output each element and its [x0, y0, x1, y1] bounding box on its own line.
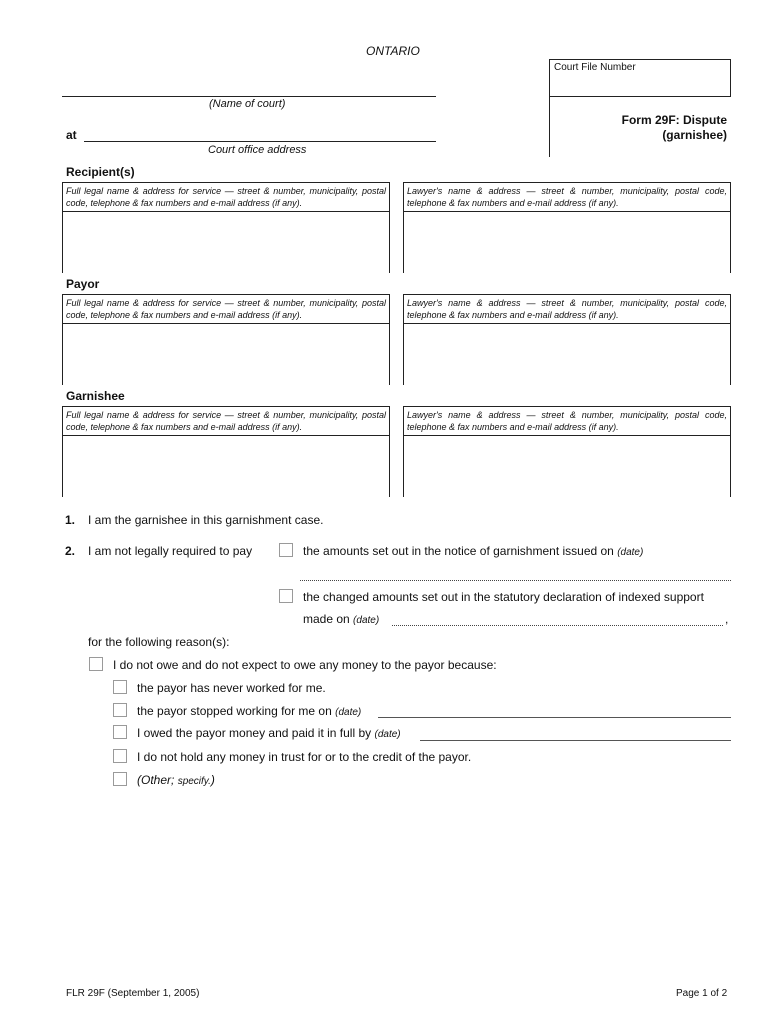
made-on-comma: , — [725, 612, 729, 626]
specify-label: specify. — [177, 776, 211, 787]
item2-text: I am not legally required to pay — [88, 544, 253, 558]
stopped-working-checkbox[interactable] — [113, 703, 127, 717]
item1-text: I am the garnishee in this garnishment case. — [88, 513, 324, 527]
paid-in-full-text — [137, 726, 401, 740]
notice-date-field[interactable] — [300, 580, 731, 581]
recipients-heading: Recipient(s) — [66, 165, 135, 179]
stopped-working-text — [137, 704, 361, 718]
reasons-intro: for the following reason(s): — [88, 635, 230, 649]
name-of-court-caption: (Name of court) — [209, 98, 286, 110]
notice-amounts-label: the amounts set out in the notice of garnishment issued on — [303, 544, 614, 558]
other-label: (Other; — [137, 773, 175, 787]
page-number: Page 1 of 2 — [676, 988, 728, 999]
recipient-party-caption: Full legal name & address for service — street & number, municipality, postal code, telephone & fax numbers and e-mail address (if any). — [62, 182, 390, 212]
no-trust-money-checkbox[interactable] — [113, 749, 127, 763]
made-on-label: made on — [303, 612, 350, 626]
payor-heading: Payor — [66, 277, 100, 291]
payor-party-caption: Full legal name & address for service — street & number, municipality, postal code, telephone & fax numbers and e-mail address (if any). — [62, 294, 390, 324]
recipient-lawyer-cell[interactable] — [403, 182, 731, 273]
other-reason-checkbox[interactable] — [113, 772, 127, 786]
paid-in-full-label: I owed the payor money and paid it in full by — [137, 726, 372, 740]
form-reference: FLR 29F (September 1, 2005) — [66, 988, 200, 999]
stopped-working-date-field[interactable] — [378, 717, 731, 718]
garnishee-heading: Garnishee — [66, 389, 125, 403]
paid-in-full-checkbox[interactable] — [113, 725, 127, 739]
name-of-court-field[interactable] — [62, 96, 436, 97]
at-label: at — [66, 128, 77, 142]
made-on-date-field[interactable] — [392, 625, 723, 626]
stopped-working-date-caption: (date) — [335, 707, 362, 718]
stopped-working-label: the payor stopped working for me on — [137, 704, 332, 718]
changed-amounts-line1: the changed amounts set out in the statutory declaration of indexed support — [303, 590, 704, 604]
notice-amounts-checkbox[interactable] — [279, 543, 293, 557]
payor-lawyer-cell[interactable] — [403, 294, 731, 385]
recipient-lawyer-caption: Lawyer's name & address — street & number, municipality, postal code, telephone & fax numbers and e-mail address (if any). — [403, 182, 731, 212]
garnishee-lawyer-cell[interactable] — [403, 406, 731, 497]
other-close: ) — [210, 773, 215, 787]
paid-in-full-date-caption: (date) — [374, 729, 401, 740]
header-divider-vertical — [549, 97, 550, 157]
made-on-date-caption: (date) — [353, 615, 380, 626]
no-money-owed-checkbox[interactable] — [89, 657, 103, 671]
province-label: ONTARIO — [366, 44, 420, 58]
item2-number: 2. — [65, 544, 76, 558]
form-title-line2: (garnishee) — [662, 128, 727, 142]
other-reason-text — [137, 773, 215, 787]
garnishee-party-caption: Full legal name & address for service — street & number, municipality, postal code, telephone & fax numbers and e-mail address (if any). — [62, 406, 390, 436]
garnishee-lawyer-caption: Lawyer's name & address — street & number, municipality, postal code, telephone & fax numbers and e-mail address (if any). — [403, 406, 731, 436]
changed-amounts-line2 — [303, 612, 379, 626]
never-worked-text: the payor has never worked for me. — [137, 681, 326, 695]
form-title — [560, 113, 727, 143]
notice-amounts-text — [303, 544, 643, 558]
item1-number: 1. — [65, 513, 76, 527]
notice-date-caption: (date) — [617, 547, 644, 558]
payor-party-cell[interactable] — [62, 294, 390, 385]
paid-in-full-date-field[interactable] — [420, 740, 731, 741]
never-worked-checkbox[interactable] — [113, 680, 127, 694]
garnishee-party-cell[interactable] — [62, 406, 390, 497]
payor-lawyer-caption: Lawyer's name & address — street & number, municipality, postal code, telephone & fax numbers and e-mail address (if any). — [403, 294, 731, 324]
court-office-address-field[interactable] — [84, 141, 436, 142]
no-money-owed-text: I do not owe and do not expect to owe any money to the payor because: — [113, 658, 497, 672]
court-file-number-label: Court File Number — [554, 62, 636, 73]
form-title-line1: Form 29F: Dispute — [621, 113, 727, 127]
no-trust-money-text: I do not hold any money in trust for or to the credit of the payor. — [137, 750, 472, 764]
court-file-number-box[interactable] — [549, 59, 731, 97]
changed-amounts-checkbox[interactable] — [279, 589, 293, 603]
recipient-party-cell[interactable] — [62, 182, 390, 273]
court-office-caption: Court office address — [208, 144, 307, 156]
